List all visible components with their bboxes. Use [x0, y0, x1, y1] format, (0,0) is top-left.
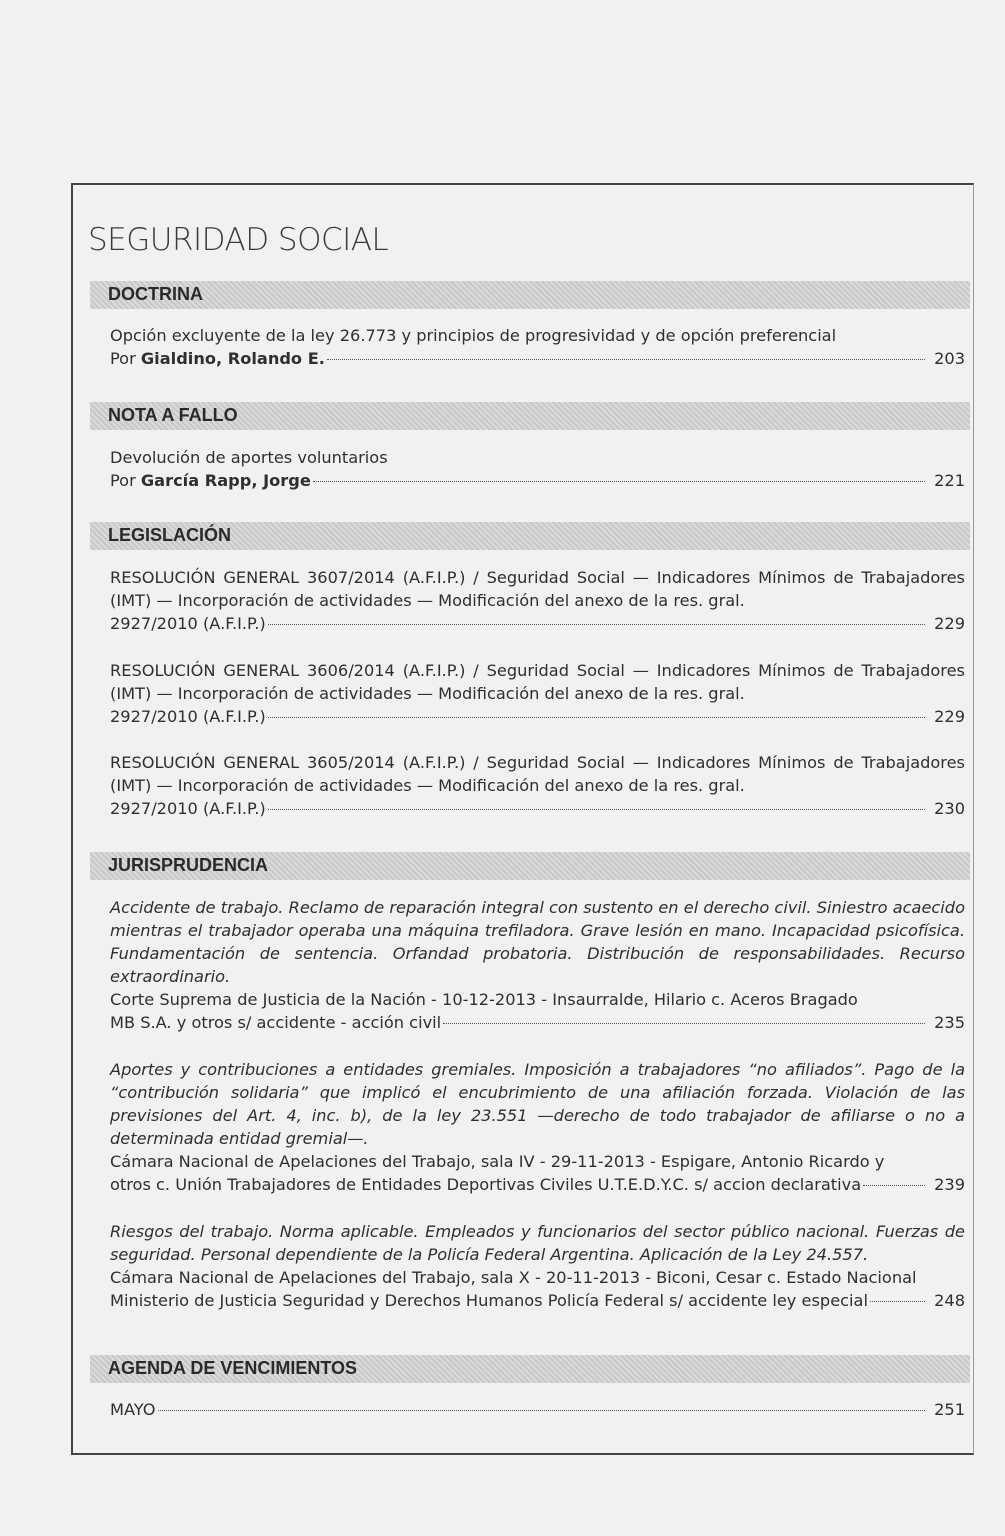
entry-leader-line [110, 1289, 965, 1312]
author-name: García Rapp, Jorge [140, 471, 311, 490]
entry-leader-line [110, 797, 965, 820]
section-heading: AGENDA DE VENCIMIENTOS [108, 1358, 358, 1378]
toc-entry[interactable] [110, 566, 965, 635]
toc-entry[interactable] [110, 896, 965, 1034]
section-header-jurisprudencia [90, 852, 970, 880]
dot-leader [268, 624, 925, 625]
dot-leader [870, 1301, 925, 1302]
dot-leader [158, 1410, 925, 1411]
entry-last-line: 2927/2010 (A.F.I.P.) [110, 707, 266, 726]
toc-entry[interactable] [110, 659, 965, 728]
entry-last-line: MB S.A. y otros s/ accidente - acción civil [110, 1013, 442, 1032]
section-header-nota-a-fallo [90, 402, 970, 430]
page-number: 239 [934, 1175, 965, 1194]
entry-title: Opción excluyente de la ley 26.773 y principios de progresividad y de opción preferencial [110, 326, 837, 345]
page-number: 203 [934, 349, 965, 368]
toc-entry[interactable] [110, 1398, 965, 1421]
entry-title: RESOLUCIÓN GENERAL 3607/2014 (A.F.I.P.) / Seguridad Social — Indicadores Mínimos de Trabajadores (IMT) — Incorporación de actividades — Modificación del anexo de la res. gral. [110, 568, 965, 610]
page-number: 229 [934, 707, 965, 726]
entry-last-line: 2927/2010 (A.F.I.P.) [110, 799, 266, 818]
dot-leader [268, 717, 925, 718]
case-summary: Accidente de trabajo. Reclamo de reparación integral con sustento en el derecho civil. Siniestro acaecido mientras el trabajador operaba una máquina trefiladora. Grave lesión en mano. Incapacidad psicofísica. Fundamentación de sentencia. Orfandad probatoria. Distribución de responsabilidades. Recurso extraordinario. [110, 898, 965, 986]
author-prefix: Por [110, 349, 141, 368]
entry-last-line: Ministerio de Justicia Seguridad y Derechos Humanos Policía Federal s/ accidente ley especial [110, 1291, 868, 1310]
entry-leader-line [110, 705, 965, 728]
entry-leader-line [110, 347, 965, 370]
toc-entry[interactable] [110, 446, 965, 492]
court-line: Cámara Nacional de Apelaciones del Trabajo, sala X - 20-11-2013 - Biconi, Cesar c. Estado Nacional [110, 1268, 917, 1287]
page-number: 229 [934, 614, 965, 633]
author-prefix: Por [110, 471, 141, 490]
entry-leader-line [110, 1398, 965, 1421]
page-number: 235 [934, 1013, 965, 1032]
section-header-legislacion [90, 522, 970, 550]
entry-title: RESOLUCIÓN GENERAL 3605/2014 (A.F.I.P.) / Seguridad Social — Indicadores Mínimos de Trabajadores (IMT) — Incorporación de actividades — Modificación del anexo de la res. gral. [110, 753, 965, 795]
entry-last-line: otros c. Unión Trabajadores de Entidades Deportivas Civiles U.T.E.D.Y.C. s/ accion declarativa [110, 1175, 862, 1194]
entry-last-line: MAYO [110, 1400, 156, 1419]
section-heading: JURISPRUDENCIA [108, 855, 269, 875]
page-number: 248 [934, 1291, 965, 1310]
section-heading: DOCTRINA [108, 284, 203, 304]
court-line: Cámara Nacional de Apelaciones del Trabajo, sala IV - 29-11-2013 - Espigare, Antonio Ricardo y [110, 1152, 885, 1171]
case-summary: Aportes y contribuciones a entidades gremiales. Imposición a trabajadores “no afiliados”. Pago de la “contribución solidaria” que implicó el encubrimiento de una afiliación forzada. Violación de las previsiones del Art. 4, inc. b), de la ley 23.551 —derecho de todo trabajador de afiliarse o no a determinada entidad gremial—. [110, 1060, 965, 1148]
dot-leader [863, 1185, 925, 1186]
dot-leader [443, 1023, 925, 1024]
entry-title: RESOLUCIÓN GENERAL 3606/2014 (A.F.I.P.) / Seguridad Social — Indicadores Mínimos de Trabajadores (IMT) — Incorporación de actividades — Modificación del anexo de la res. gral. [110, 661, 965, 703]
case-summary: Riesgos del trabajo. Norma aplicable. Empleados y funcionarios del sector público nacional. Fuerzas de seguridad. Personal dependiente de la Policía Federal Argentina. Aplicación de la Ley 24.557. [110, 1222, 965, 1264]
dot-leader [327, 359, 925, 360]
page-number: 251 [934, 1400, 965, 1419]
section-header-doctrina [90, 281, 970, 309]
section-header-agenda [90, 1355, 970, 1383]
author-name: Gialdino, Rolando E. [140, 349, 325, 368]
entry-leader-line [110, 1011, 965, 1034]
page-number: 221 [934, 471, 965, 490]
entry-leader-line [110, 612, 965, 635]
entry-title: Devolución de aportes voluntarios [110, 448, 388, 467]
section-heading: LEGISLACIÓN [108, 525, 232, 545]
toc-entry[interactable] [110, 1220, 965, 1312]
dot-leader [313, 481, 925, 482]
toc-entry[interactable] [110, 324, 965, 370]
court-line: Corte Suprema de Justicia de la Nación - 10-12-2013 - Insaurralde, Hilario c. Aceros Bragado [110, 990, 858, 1009]
toc-entry[interactable] [110, 1058, 965, 1196]
toc-entry[interactable] [110, 751, 965, 820]
entry-leader-line [110, 469, 965, 492]
section-heading: NOTA A FALLO [108, 405, 238, 425]
page-number: 230 [934, 799, 965, 818]
entry-leader-line [110, 1173, 965, 1196]
entry-last-line: 2927/2010 (A.F.I.P.) [110, 614, 266, 633]
dot-leader [268, 809, 925, 810]
page-title: SEGURIDAD SOCIAL [88, 222, 389, 258]
